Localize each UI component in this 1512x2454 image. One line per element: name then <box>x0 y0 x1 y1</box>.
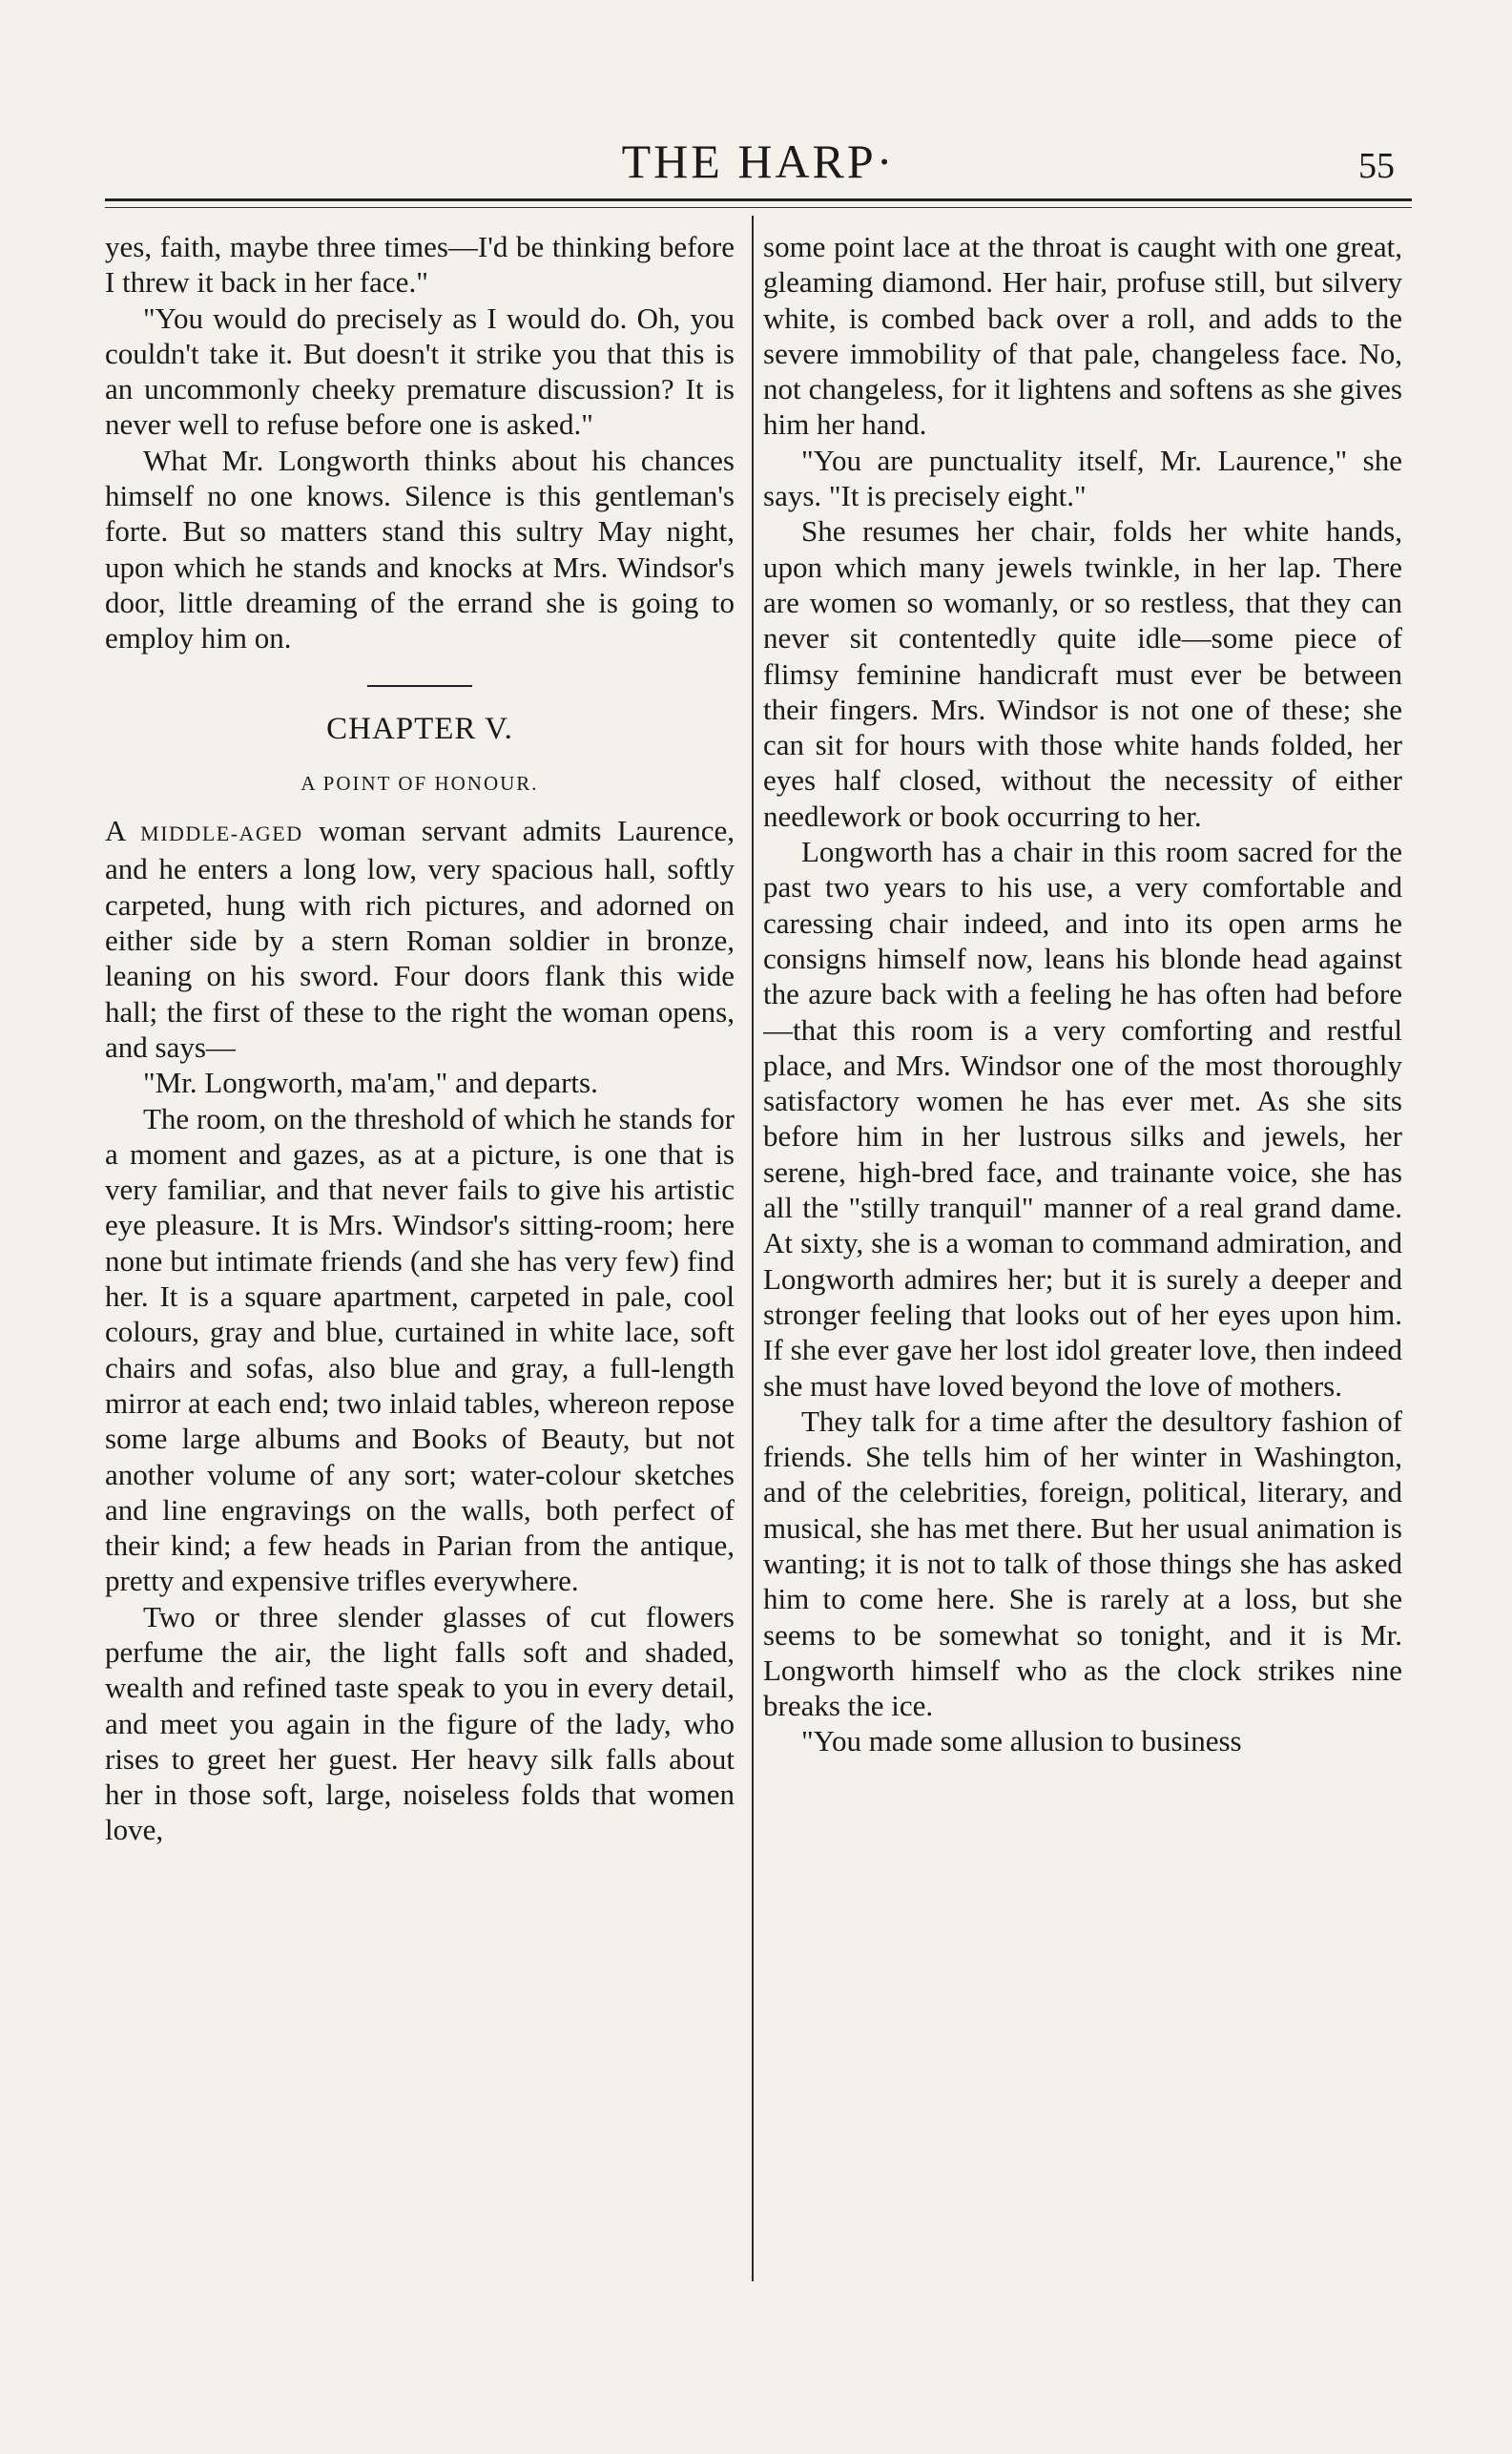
paragraph: "You made some allusion to business <box>801 1724 1242 1758</box>
paragraph-chapter-opening <box>105 813 735 1065</box>
paragraph: The room, on the threshold of which he stands for a moment and gazes, as at a picture, is one that is very familiar, and that never fails to give his artistic eye pleasure. It is Mrs. Windsor's sitting-room; here none but intimate friends (and she has very few) find her. It is a square apartment, carpeted in pale, cool colours, gray and blue, curtained in white lace, soft chairs and sofas, also blue and gray, a full-length mirror at each end; two inlaid tables, whereon repose some large albums and Books of Beauty, but not another volume of any sort; water-colour sketches and line engravings on the walls, both perfect of their kind; a few heads in Parian from the antique, pretty and expensive trifles everywhere. <box>105 1101 735 1598</box>
paragraph: "Mr. Longworth, ma'am," and departs. <box>143 1066 598 1100</box>
paragraph: What Mr. Longworth thinks about his chances himself no one knows. Silence is this gentleman's forte. But so matters stand this sultry May night, upon which he stands and knocks at Mrs. Windsor's door, little dreaming of the errand she is going to employ him on. <box>105 443 735 655</box>
chapter-heading-block <box>105 685 735 802</box>
opening-smallcaps: MIDDLE-AGED <box>140 821 303 846</box>
header-rule-thin <box>105 207 1412 208</box>
paragraph: Longworth has a chair in this room sacred for the past two years to his use, a very comfortable and caressing chair indeed, and into its open arms he consigns himself now, leans his blonde head against the azure back with a feeling he has often had before—that this room is a very comforting and restful place, and Mrs. Windsor one of the most thoroughly satisfactory women he has ever met. As she sits before him in her lustrous silks and jewels, her serene, high-bred face, and trainante voice, she has all the "stilly tranquil" manner of a real grand dame. At sixty, she is a woman to command admiration, and Longworth admires her; but it is surely a deeper and stronger feeling that looks out of her eyes upon him. If she ever gave her lost idol greater love, then indeed she must have loved beyond the love of mothers. <box>763 835 1402 1403</box>
paragraph: She resumes her chair, folds her white hands, upon which many jewels twinkle, in her lap. There are women so womanly, or so restless, that they can never sit contentedly quite idle—some piece of flimsy feminine handicraft must ever be between their fingers. Mrs. Windsor is not one of these; she can sit for hours with those white hands folded, her eyes half closed, without the necessity of either needlework or book occurring to her. <box>763 514 1402 833</box>
paragraph: "You would do precisely as I would do. Oh, you couldn't take it. But doesn't it strike you that this is an uncommonly cheeky premature discussion? It is never well to refuse before one is asked." <box>105 301 735 442</box>
paragraph: Two or three slender glasses of cut flowers perfume the air, the light falls soft and shaded, wealth and refined taste speak to you in every detail, and meet you again in the figure of the lady, who rises to greet her guest. Her heavy silk falls about her in those soft, large, noiseless folds that women love, <box>105 1599 735 1847</box>
column-divider <box>752 216 754 2281</box>
opening-initial: A <box>105 814 125 848</box>
chapter-subtitle: A POINT OF HONOUR. <box>300 771 539 795</box>
chapter-rule <box>367 685 472 687</box>
right-column <box>763 229 1402 2290</box>
paragraph: They talk for a time after the desultory fashion of friends. She tells him of her winter in Washington, and of the celebrities, foreign, political, literary, and musical, she has met there. But her usual animation is wanting; it is not to talk of those things she has asked him to come here. She is rarely at a loss, but she seems to be somewhat so tonight, and it is Mr. Longworth himself who as the clock strikes nine breaks the ice. <box>763 1404 1402 1723</box>
left-column <box>105 229 735 2290</box>
running-head <box>105 134 1412 191</box>
header-rule-thick <box>105 198 1412 201</box>
chapter-heading: CHAPTER V. <box>326 711 513 746</box>
paragraph: some point lace at the throat is caught with one great, gleaming diamond. Her hair, profuse still, but silvery white, is combed back over a roll, and adds to the severe immobility of that pale, changeless face. No, not changeless, for it lightens and softens as she gives him her hand. <box>763 230 1402 442</box>
page-number: 55 <box>1358 146 1395 186</box>
opening-text: woman servant admits Laurence, and he enters a long low, very spacious hall, softly carpeted, hung with rich pictures, and adorned on either side by a stern Roman soldier in bronze, leaning on his sword. Four doors flank this wide hall; the first of these to the right the woman opens, and says— <box>105 814 735 1064</box>
paragraph: yes, faith, maybe three times—I'd be thinking before I threw it back in her face." <box>105 230 735 300</box>
running-title: THE HARP· <box>621 135 896 188</box>
paragraph: "You are punctuality itself, Mr. Laurence," she says. "It is precisely eight." <box>763 443 1402 513</box>
